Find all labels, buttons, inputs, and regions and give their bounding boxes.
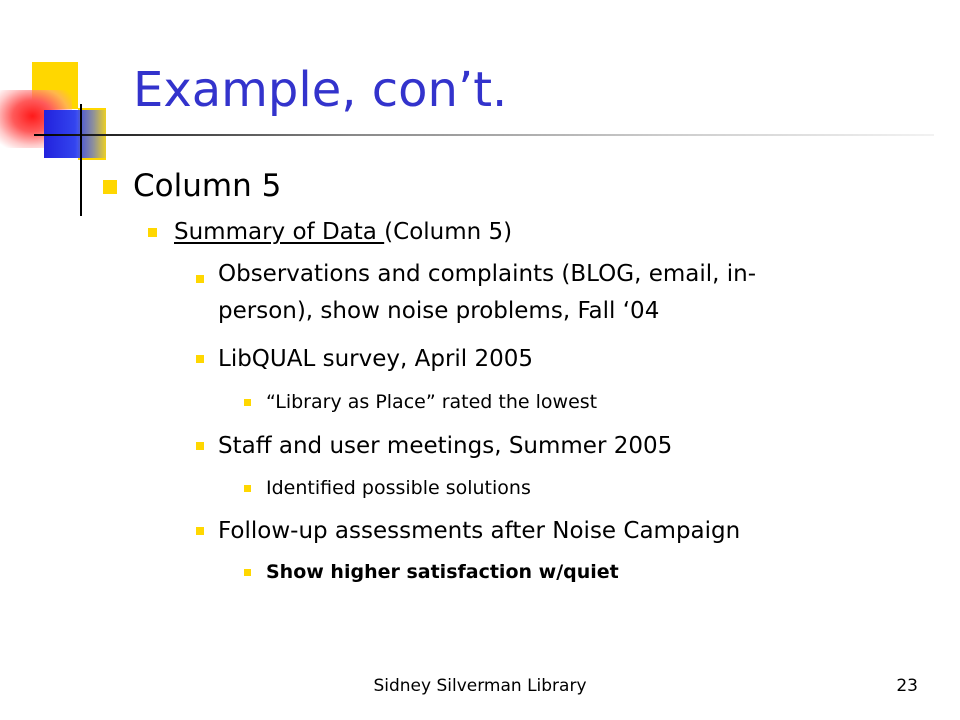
bullet-level1	[103, 180, 117, 194]
bullet-level4	[244, 485, 251, 492]
list-subitem-emphasis: Show higher satisfaction w/quiet	[266, 561, 619, 583]
slide-title: Example, con’t.	[133, 62, 508, 118]
bullet-level3	[196, 442, 204, 450]
bullet-level3	[196, 355, 204, 363]
list-item-line: Observations and complaints (BLOG, email, in-	[218, 261, 757, 287]
list-item: LibQUAL survey, April 2005	[218, 346, 534, 372]
bullet-level3	[196, 527, 204, 535]
footer-text: Sidney Silverman Library	[373, 676, 587, 696]
list-item-line: person), show noise problems, Fall ‘04	[218, 298, 660, 324]
list-subitem: Identified possible solutions	[266, 477, 531, 499]
page-number: 23	[896, 676, 918, 696]
list-subitem: “Library as Place” rated the lowest	[266, 391, 598, 413]
list-item: Staff and user meetings, Summer 2005	[218, 433, 673, 459]
summary-line	[174, 217, 512, 247]
summary-suffix: (Column 5)	[384, 219, 513, 245]
bullet-level4	[244, 399, 251, 406]
summary-link[interactable]: Summary of Data	[174, 219, 385, 245]
bullet-level3	[196, 275, 204, 283]
bullet-text-level1: Column 5	[133, 168, 282, 204]
list-item: Follow-up assessments after Noise Campaign	[218, 518, 741, 544]
title-underline	[34, 134, 934, 136]
bullet-level2	[148, 228, 157, 237]
bullet-level4	[244, 569, 251, 576]
vertical-rule	[80, 104, 82, 216]
